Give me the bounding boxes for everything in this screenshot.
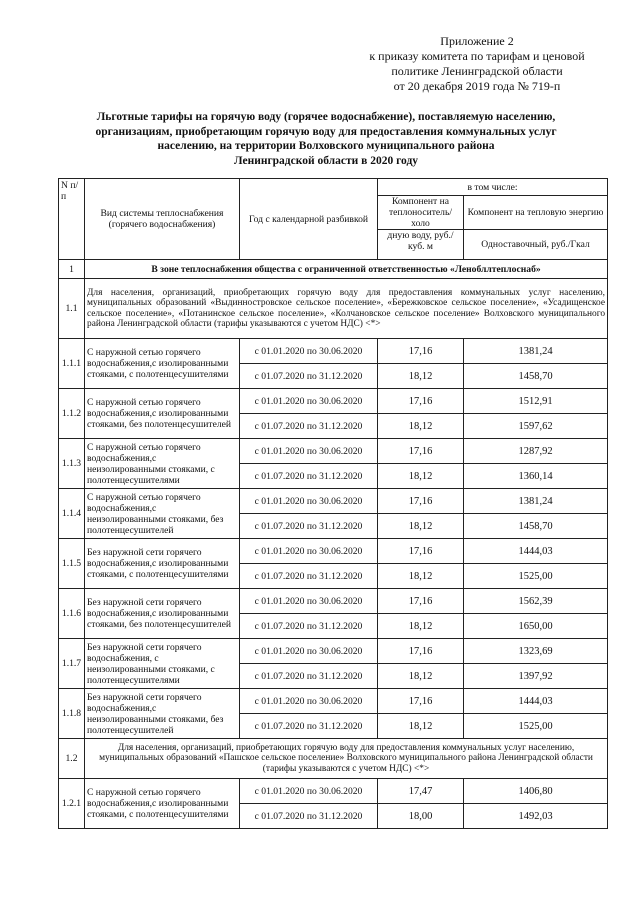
row-period-1: с 01.01.2020 по 30.06.2020 xyxy=(240,489,378,514)
appendix-line-4: от 20 декабря 2019 года № 719-п xyxy=(393,79,561,93)
table-row xyxy=(59,339,608,364)
row-period-2: с 01.07.2020 по 31.12.2020 xyxy=(240,514,378,539)
row-period-1: с 01.01.2020 по 30.06.2020 xyxy=(240,339,378,364)
row-system-type: С наружной сетью горячего водоснабжения,с изолированными стояками, с полотенцесушителями xyxy=(85,779,240,829)
table-row xyxy=(59,779,608,804)
row-period-2: с 01.07.2020 по 31.12.2020 xyxy=(240,804,378,829)
row-period-1: с 01.01.2020 по 30.06.2020 xyxy=(240,389,378,414)
header-including: в том числе: xyxy=(378,179,608,196)
row-system-type: С наружной сетью горячего водоснабжения,с неизолированными стояками, с полотенцесушителями xyxy=(85,439,240,489)
row-water-tariff-1: 17,16 xyxy=(378,339,464,364)
row-water-tariff-2: 18,12 xyxy=(378,714,464,739)
row-period-1: с 01.01.2020 по 30.06.2020 xyxy=(240,779,378,804)
header-num: N п/п xyxy=(59,179,85,260)
row-num: 1.1.5 xyxy=(59,539,85,589)
row-water-tariff-1: 17,16 xyxy=(378,689,464,714)
row-period-2: с 01.07.2020 по 31.12.2020 xyxy=(240,364,378,389)
title-line-1: Льготные тарифы на горячую воду (горячее водоснабжение), поставляемую населению, xyxy=(96,111,556,123)
row-period-1: с 01.01.2020 по 30.06.2020 xyxy=(240,539,378,564)
row-heat-tariff-1: 1512,91 xyxy=(464,389,608,414)
row-period-1: с 01.01.2020 по 30.06.2020 xyxy=(240,639,378,664)
row-heat-tariff-1: 1444,03 xyxy=(464,689,608,714)
group-1-text: Для населения, организаций, приобретающих горячую воду для предоставления коммунальных услуг населению, муниципальных образований «Выдинностровское сельское поселение», «Бережковское сельское поселение», «Усадищенское сельское поселение», «Потанинское сельское поселение», «Колчановское сельское поселение» Волховского муниципального района Ленинградской области (тарифы указываются с учетом НДС) <*> xyxy=(85,279,608,339)
header-one-rate: Одноставочный, руб./Гкал xyxy=(464,230,608,260)
appendix-line-3: политике Ленинградской области xyxy=(391,64,563,78)
row-system-type: Без наружной сети горячего водоснабжения,с неизолированными стояками, без полотенцесушителей xyxy=(85,689,240,739)
row-system-type: С наружной сетью горячего водоснабжения,с изолированными стояками, с полотенцесушителями xyxy=(85,339,240,389)
row-water-tariff-2: 18,12 xyxy=(378,414,464,439)
row-heat-tariff-1: 1562,39 xyxy=(464,589,608,614)
row-period-2: с 01.07.2020 по 31.12.2020 xyxy=(240,614,378,639)
row-heat-tariff-2: 1360,14 xyxy=(464,464,608,489)
group-1-num: 1.1 xyxy=(59,279,85,339)
row-water-tariff-2: 18,12 xyxy=(378,464,464,489)
row-water-tariff-2: 18,12 xyxy=(378,364,464,389)
row-heat-tariff-1: 1381,24 xyxy=(464,489,608,514)
header-component-heat: Компонент на тепловую энергию xyxy=(464,196,608,230)
row-period-1: с 01.01.2020 по 30.06.2020 xyxy=(240,589,378,614)
row-water-tariff-2: 18,12 xyxy=(378,514,464,539)
row-water-tariff-1: 17,16 xyxy=(378,539,464,564)
row-num: 1.1.2 xyxy=(59,389,85,439)
row-system-type: Без наружной сети горячего водоснабжения,с изолированными стояками, без полотенцесушителей xyxy=(85,589,240,639)
row-heat-tariff-1: 1323,69 xyxy=(464,639,608,664)
row-water-tariff-1: 17,47 xyxy=(378,779,464,804)
row-heat-tariff-1: 1287,92 xyxy=(464,439,608,464)
row-system-type: С наружной сетью горячего водоснабжения,с неизолированными стояками, без полотенцесушителей xyxy=(85,489,240,539)
header-component-water: Компонент на теплоноситель/холо xyxy=(378,196,464,230)
row-water-tariff-1: 17,16 xyxy=(378,589,464,614)
row-heat-tariff-2: 1492,03 xyxy=(464,804,608,829)
row-water-tariff-2: 18,12 xyxy=(378,614,464,639)
row-num: 1.1.3 xyxy=(59,439,85,489)
table-row xyxy=(59,539,608,564)
row-num: 1.2.1 xyxy=(59,779,85,829)
row-period-2: с 01.07.2020 по 31.12.2020 xyxy=(240,414,378,439)
zone-num: 1 xyxy=(59,260,85,279)
row-heat-tariff-1: 1444,03 xyxy=(464,539,608,564)
row-num: 1.1.4 xyxy=(59,489,85,539)
row-period-2: с 01.07.2020 по 31.12.2020 xyxy=(240,664,378,689)
title-line-2: организациям, приобретающим горячую воду для предоставления коммунальных услуг xyxy=(95,125,557,138)
appendix-header xyxy=(352,34,602,94)
table-row xyxy=(59,639,608,664)
row-num: 1.1.6 xyxy=(59,589,85,639)
row-heat-tariff-2: 1597,62 xyxy=(464,414,608,439)
row-num: 1.1.7 xyxy=(59,639,85,689)
appendix-line-1: Приложение 2 xyxy=(440,34,514,48)
row-water-tariff-1: 17,16 xyxy=(378,439,464,464)
row-heat-tariff-1: 1381,24 xyxy=(464,339,608,364)
zone-title: В зоне теплоснабжения общества с ограниченной ответственностью «Ленобллтеплоснаб» xyxy=(85,260,608,279)
row-period-1: с 01.01.2020 по 30.06.2020 xyxy=(240,439,378,464)
title-line-4: Ленинградской области в 2020 году xyxy=(233,154,419,167)
group-2-num: 1.2 xyxy=(59,739,85,779)
row-heat-tariff-2: 1525,00 xyxy=(464,564,608,589)
row-period-2: с 01.07.2020 по 31.12.2020 xyxy=(240,464,378,489)
row-water-tariff-2: 18,12 xyxy=(378,564,464,589)
row-heat-tariff-2: 1397,92 xyxy=(464,664,608,689)
header-system: Вид системы теплоснабжения (горячего водоснабжения) xyxy=(85,179,240,260)
row-water-tariff-2: 18,00 xyxy=(378,804,464,829)
document-title xyxy=(56,110,596,168)
row-heat-tariff-2: 1458,70 xyxy=(464,364,608,389)
tariff-table xyxy=(58,178,608,829)
header-year: Год с календарной разбивкой xyxy=(240,179,378,260)
row-heat-tariff-1: 1406,80 xyxy=(464,779,608,804)
table-row xyxy=(59,389,608,414)
row-heat-tariff-2: 1458,70 xyxy=(464,514,608,539)
table-row xyxy=(59,689,608,714)
group-2-text: Для населения, организаций, приобретающих горячую воду для предоставления коммунальных услуг населению, муниципальных образований «Пашское сельское поселение» Волховского муниципального района Ленинградской области (тарифы указываются с учетом НДС) <*> xyxy=(85,739,608,779)
row-num: 1.1.1 xyxy=(59,339,85,389)
table-row xyxy=(59,589,608,614)
row-water-tariff-1: 17,16 xyxy=(378,389,464,414)
row-period-2: с 01.07.2020 по 31.12.2020 xyxy=(240,564,378,589)
row-water-tariff-1: 17,16 xyxy=(378,489,464,514)
row-water-tariff-2: 18,12 xyxy=(378,664,464,689)
title-line-3: населению, на территории Волховского муниципального района xyxy=(157,140,495,152)
row-system-type: Без наружной сети горячего водоснабжения, с неизолированными стояками, с полотенцесушителями xyxy=(85,639,240,689)
row-period-1: с 01.01.2020 по 30.06.2020 xyxy=(240,689,378,714)
table-row xyxy=(59,439,608,464)
row-system-type: С наружной сетью горячего водоснабжения,с изолированными стояками, без полотенцесушителей xyxy=(85,389,240,439)
table-row xyxy=(59,489,608,514)
row-water-tariff-1: 17,16 xyxy=(378,639,464,664)
appendix-line-2: к приказу комитета по тарифам и ценовой xyxy=(369,49,585,63)
row-period-2: с 01.07.2020 по 31.12.2020 xyxy=(240,714,378,739)
row-heat-tariff-2: 1650,00 xyxy=(464,614,608,639)
header-component-water-unit: дную воду, руб./куб. м xyxy=(378,230,464,260)
row-system-type: Без наружной сети горячего водоснабжения,с изолированными стояками, с полотенцесушителями xyxy=(85,539,240,589)
row-heat-tariff-2: 1525,00 xyxy=(464,714,608,739)
row-num: 1.1.8 xyxy=(59,689,85,739)
